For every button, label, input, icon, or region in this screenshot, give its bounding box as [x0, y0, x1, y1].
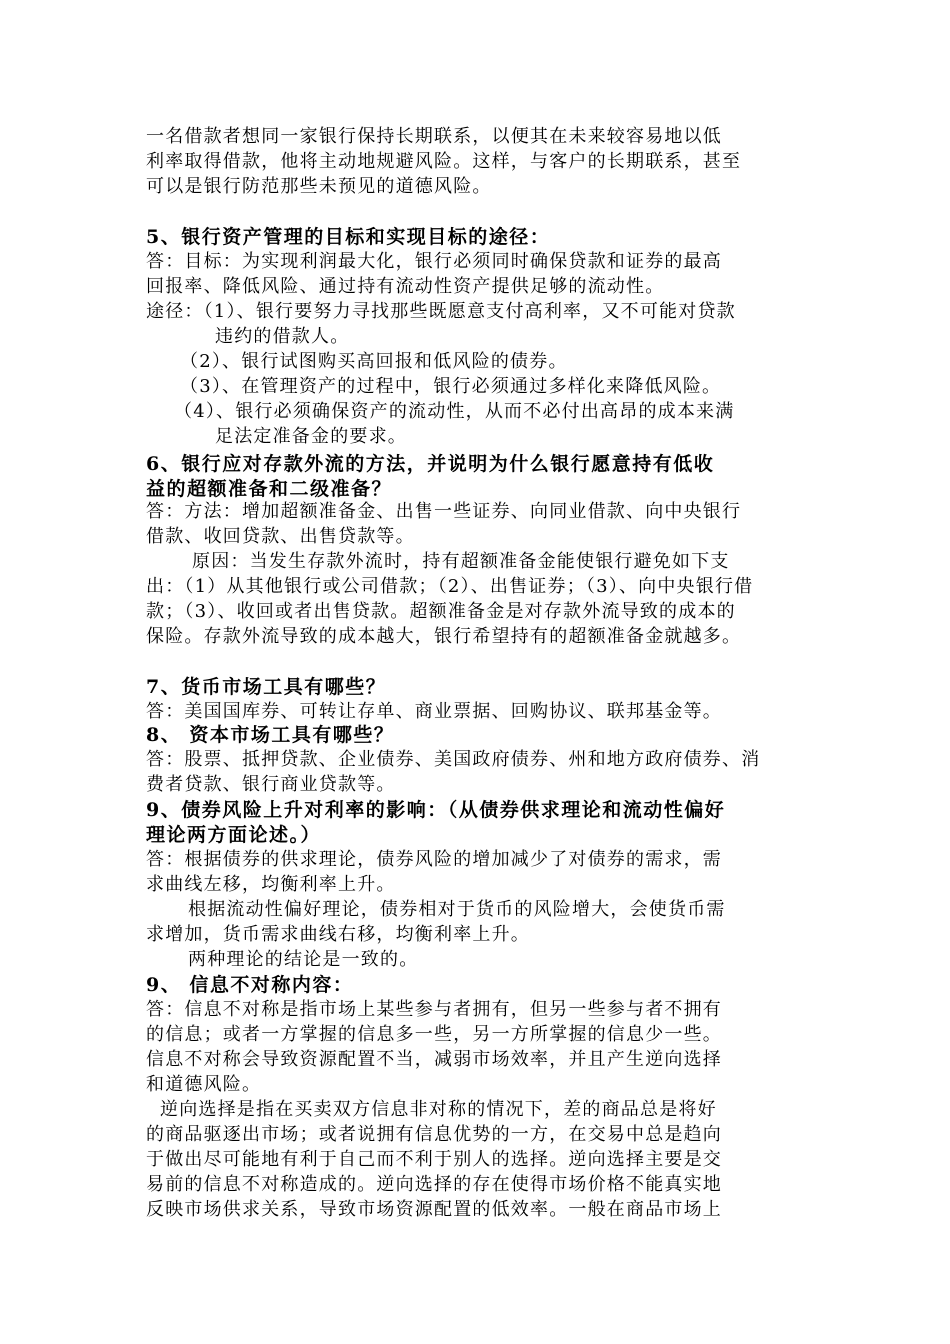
- paragraph-line: 的信息；或者一方掌握的信息多一些，另一方所掌握的信息少一些。: [146, 1024, 722, 1045]
- paragraph-line: 答：方法：增加超额准备金、出售一些证券、向同业借款、向中央银行: [146, 501, 742, 522]
- paragraph-line: 保险。存款外流导致的成本越大，银行希望持有的超额准备金就越多。: [146, 626, 742, 647]
- paragraph-line: 答：信息不对称是指市场上某些参与者拥有，但另一些参与者不拥有: [146, 999, 722, 1020]
- paragraph-line: 费者贷款、银行商业贷款等。: [146, 774, 396, 795]
- list-item: （4）、银行必须确保资产的流动性，从而不必付出高昂的成本来满: [174, 401, 735, 422]
- section-heading-9: 9、债券风险上升对利率的影响：（从债券供求理论和流动性偏好: [146, 799, 726, 821]
- paragraph-line: 两种理论的结论是一致的。: [188, 949, 419, 970]
- paragraph-line: 易前的信息不对称造成的。逆向选择的存在使得市场价格不能真实地: [146, 1174, 722, 1195]
- paragraph-line: 违约的借款人。: [215, 326, 350, 347]
- section-heading-7: 7、货币市场工具有哪些？: [146, 676, 387, 698]
- paragraph-line: 款；（3）、收回或者出售贷款。超额准备金是对存款外流导致的成本的: [146, 601, 736, 622]
- list-item: （2）、银行试图购买高回报和低风险的债券。: [180, 351, 568, 372]
- paragraph-line: 出：（1）从其他银行或公司借款；（2）、出售证券；（3）、向中央银行借: [146, 576, 754, 597]
- paragraph-line: 途径：（1）、银行要努力寻找那些既愿意支付高利率，又不可能对贷款: [146, 301, 736, 322]
- paragraph-line: 借款、收回贷款、出售贷款等。: [146, 526, 415, 547]
- paragraph-line: 根据流动性偏好理论，债券相对于货币的风险增大，会使货币需: [188, 899, 726, 920]
- paragraph-line: 于做出尽可能地有利于自己而不利于别人的选择。逆向选择主要是交: [146, 1149, 722, 1170]
- paragraph-line: 信息不对称会导致资源配置不当，减弱市场效率，并且产生逆向选择: [146, 1049, 722, 1070]
- paragraph-line: 的商品驱逐出市场；或者说拥有信息优势的一方，在交易中总是趋向: [146, 1124, 722, 1145]
- section-heading-9b: 9、 信息不对称内容：: [146, 974, 354, 996]
- list-item: （3）、在管理资产的过程中，银行必须通过多样化来降低风险。: [180, 376, 722, 397]
- paragraph-line: 答：目标：为实现利润最大化，银行必须同时确保贷款和证券的最高: [146, 251, 722, 272]
- paragraph-line: 逆向选择是指在买卖双方信息非对称的情况下，差的商品总是将好: [160, 1099, 717, 1120]
- section-heading-6-cont: 益的超额准备和二级准备？: [146, 478, 393, 500]
- paragraph-line: 和道德风险。: [146, 1074, 262, 1095]
- paragraph-line: 可以是银行防范那些未预见的道德风险。: [146, 176, 492, 197]
- section-heading-5: 5、银行资产管理的目标和实现目标的途径：: [146, 226, 551, 248]
- paragraph-line: 足法定准备金的要求。: [215, 426, 407, 447]
- section-heading-9-cont: 理论两方面论述。）: [146, 824, 322, 846]
- paragraph-line: 求曲线左移，均衡利率上升。: [146, 874, 396, 895]
- paragraph-line: 一名借款者想同一家银行保持长期联系，以便其在未来较容易地以低: [146, 126, 722, 147]
- paragraph-line: 回报率、降低风险、通过持有流动性资产提供足够的流动性。: [146, 276, 665, 297]
- paragraph-line: 答：股票、抵押贷款、企业债券、美国政府债券、州和地方政府债券、消: [146, 749, 761, 770]
- paragraph-line: 答：根据债券的供求理论，债券风险的增加减少了对债券的需求，需: [146, 849, 722, 870]
- paragraph-line: 利率取得借款，他将主动地规避风险。这样，与客户的长期联系，甚至: [146, 151, 742, 172]
- paragraph-line: 原因：当发生存款外流时，持有超额准备金能使银行避免如下支: [192, 551, 730, 572]
- section-heading-8: 8、 资本市场工具有哪些？: [146, 724, 395, 746]
- paragraph-line: 答：美国国库券、可转让存单、商业票据、回购协议、联邦基金等。: [146, 701, 722, 722]
- paragraph-line: 反映市场供求关系，导致市场资源配置的低效率。一般在商品市场上: [146, 1199, 722, 1220]
- section-heading-6: 6、银行应对存款外流的方法，并说明为什么银行愿意持有低收: [146, 453, 715, 475]
- paragraph-line: 求增加，货币需求曲线右移，均衡利率上升。: [146, 924, 530, 945]
